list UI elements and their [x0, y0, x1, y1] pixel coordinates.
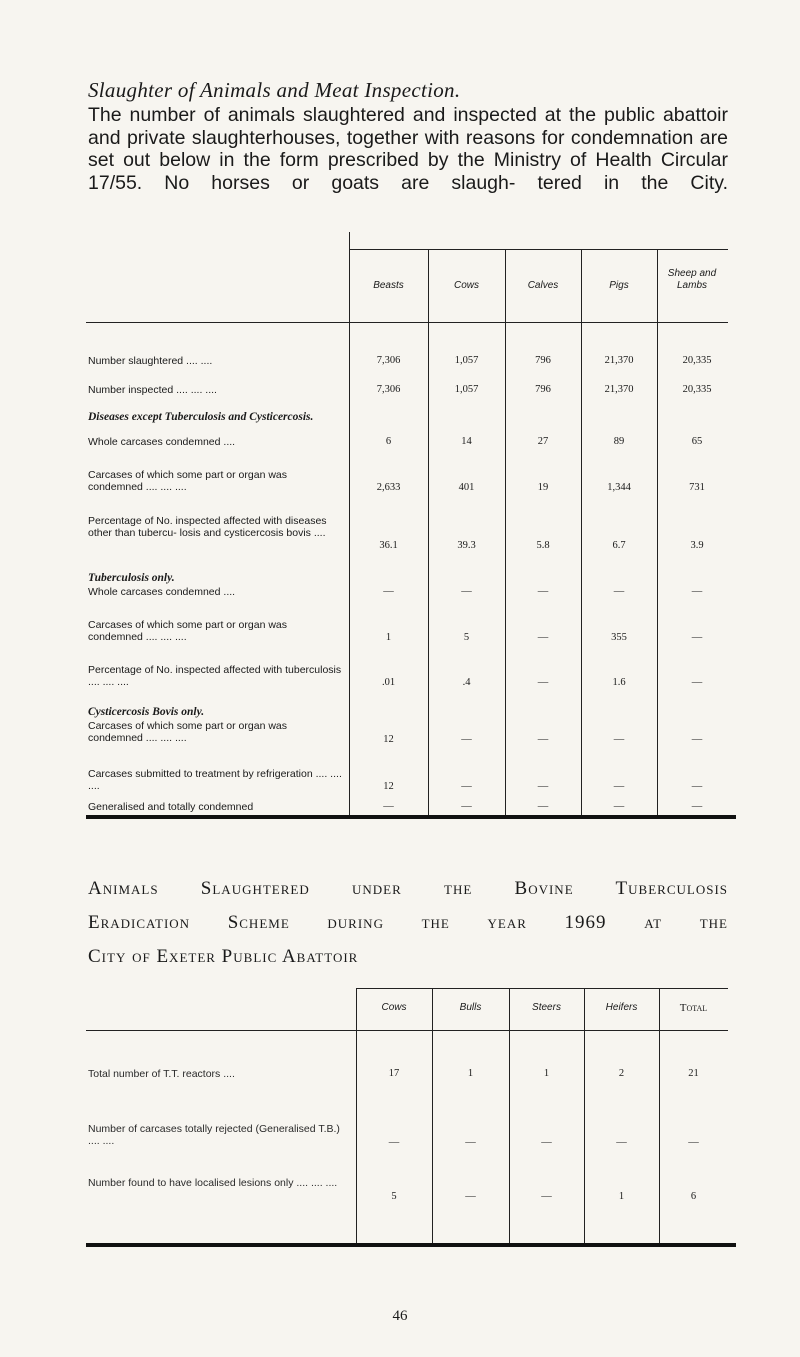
- cell-value: —: [691, 801, 703, 812]
- row-label: Whole carcases condemned ....: [88, 586, 236, 598]
- page-number: 46: [392, 1308, 408, 1324]
- cell-value: 1: [543, 1068, 550, 1079]
- col-header-calves: Calves: [527, 280, 559, 291]
- cell-value: —: [691, 781, 703, 792]
- table2-heading-line3: City of Exeter Public Abattoir: [88, 946, 359, 967]
- cell-value: —: [537, 781, 549, 792]
- t2-col-header-bulls: Bulls: [459, 1002, 482, 1013]
- cell-value: —: [383, 801, 394, 812]
- t2-col-header-total: Total: [679, 1002, 708, 1014]
- cell-value: —: [537, 586, 549, 597]
- cell-value: —: [541, 1191, 552, 1202]
- cell-value: 7,306: [376, 355, 401, 366]
- cell-value: 1: [467, 1068, 474, 1079]
- col-header-cows: Cows: [453, 280, 479, 291]
- cell-value: 20,335: [682, 384, 712, 395]
- cell-value: 1,344: [607, 482, 631, 493]
- row-label: Whole carcases condemned ....: [88, 436, 236, 448]
- row-label: Number inspected .... .... ....: [88, 384, 217, 396]
- cell-value: —: [616, 1137, 627, 1148]
- cell-value: 2,633: [376, 482, 401, 493]
- row-label: Carcases of which some part or organ was condemned .... .... ....: [88, 469, 288, 493]
- section-heading: Tuberculosis only.: [88, 572, 175, 584]
- row-label: Number slaughtered .... ....: [88, 355, 213, 367]
- cell-value: 355: [611, 632, 627, 643]
- cell-value: —: [461, 781, 472, 792]
- t2-col-header-steers: Steers: [532, 1002, 561, 1013]
- cell-value: .4: [462, 677, 471, 688]
- col-header-pigs: Pigs: [609, 280, 629, 291]
- cell-value: 39.3: [457, 540, 476, 551]
- cell-value: —: [691, 632, 703, 643]
- row-label: Carcases of which some part or organ was condemned .... .... ....: [88, 619, 288, 643]
- table2-heading-line1: Animals Slaughtered under the Bovine Tuberculosis: [88, 878, 728, 899]
- row-label: Percentage of No. inspected affected with tuberculosis .... .... ....: [88, 664, 342, 688]
- cell-value: 401: [458, 482, 475, 493]
- cell-value: 1,057: [454, 355, 479, 366]
- t2-col-header-cows: Cows: [381, 1002, 407, 1013]
- cell-value: 796: [535, 355, 551, 366]
- intro-paragraph: The number of animals slaughtered and inspected at the public abattoir and private slaughterhouses, together with reasons for condemnation are set out below in the form prescribed by the Ministry of Health Circular 17/55. No horses or goats are slaugh- tered in the City.: [88, 104, 728, 194]
- cell-value: 21,370: [604, 355, 634, 366]
- cell-value: —: [613, 781, 625, 792]
- section-heading-wrap: [88, 706, 343, 718]
- cell-value: —: [537, 632, 549, 643]
- cell-value: —: [537, 734, 549, 745]
- row-label: Carcases submitted to treatment by refrigeration .... .... ....: [88, 768, 342, 792]
- cell-value: 12: [383, 781, 394, 792]
- section-heading-wrap: [88, 572, 343, 584]
- row-label: Carcases of which some part or organ was condemned .... .... ....: [88, 720, 288, 744]
- row-label: Percentage of No. inspected affected with diseases other than tubercu- losis and cysticercosis bovis ....: [88, 515, 327, 539]
- page-title: Slaughter of Animals and Meat Inspection.: [88, 78, 461, 102]
- cell-value: 2: [618, 1068, 625, 1079]
- cell-value: —: [465, 1191, 476, 1202]
- cell-value: 1.6: [612, 677, 626, 688]
- cell-value: —: [541, 1137, 552, 1148]
- cell-value: —: [461, 801, 472, 812]
- cell-value: .01: [381, 677, 396, 688]
- cell-value: 5: [463, 632, 470, 643]
- cell-value: 5.8: [536, 540, 550, 551]
- cell-value: 7,306: [376, 384, 401, 395]
- cell-value: 19: [537, 482, 549, 493]
- cell-value: 89: [613, 436, 625, 447]
- cell-value: —: [691, 734, 703, 745]
- table2-heading-line2: Eradication Scheme during the year 1969 at the: [88, 912, 728, 933]
- cell-value: 12: [383, 734, 394, 745]
- section-heading-wrap: [88, 411, 343, 423]
- cell-value: —: [388, 1137, 400, 1148]
- cell-value: —: [613, 801, 625, 812]
- cell-value: —: [537, 801, 549, 812]
- cell-value: 36.1: [379, 540, 398, 551]
- section-heading: Diseases except Tuberculosis and Cysticercosis.: [88, 411, 314, 423]
- cell-value: 1: [618, 1191, 625, 1202]
- cell-value: —: [383, 586, 394, 597]
- cell-value: 20,335: [682, 355, 712, 366]
- row-label: Total number of T.T. reactors ....: [88, 1068, 235, 1080]
- cell-value: 3.9: [690, 540, 704, 551]
- col-header-sheep: Sheep and Lambs: [667, 268, 717, 291]
- cell-value: —: [613, 734, 625, 745]
- cell-value: 6.7: [612, 540, 626, 551]
- cell-value: —: [461, 734, 472, 745]
- cell-value: 6: [690, 1191, 697, 1202]
- cell-value: —: [691, 586, 703, 597]
- cell-value: 6: [385, 436, 392, 447]
- cell-value: 27: [537, 436, 549, 447]
- cell-value: —: [465, 1137, 476, 1148]
- table2-heading: [88, 872, 728, 974]
- t2-col-header-heifers: Heifers: [605, 1002, 638, 1013]
- cell-value: 21,370: [604, 384, 634, 395]
- cell-value: —: [691, 677, 703, 688]
- cell-value: —: [688, 1137, 699, 1148]
- cell-value: —: [613, 586, 625, 597]
- row-label: Number found to have localised lesions only .... .... ....: [88, 1177, 338, 1189]
- cell-value: —: [537, 677, 549, 688]
- cell-value: 731: [689, 482, 705, 493]
- cell-value: —: [461, 586, 472, 597]
- cell-value: 796: [535, 384, 551, 395]
- section-heading: Cysticercosis Bovis only.: [88, 706, 205, 718]
- col-header-beasts: Beasts: [373, 280, 404, 291]
- cell-value: 17: [388, 1068, 400, 1079]
- row-label: Generalised and totally condemned: [88, 801, 254, 813]
- cell-value: 1: [385, 632, 392, 643]
- cell-value: 65: [691, 436, 703, 447]
- cell-value: 14: [461, 436, 472, 447]
- cell-value: 21: [688, 1068, 699, 1079]
- row-label: Number of carcases totally rejected (Generalised T.B.) .... ....: [88, 1123, 340, 1147]
- cell-value: 5: [391, 1191, 397, 1202]
- cell-value: 1,057: [454, 384, 479, 395]
